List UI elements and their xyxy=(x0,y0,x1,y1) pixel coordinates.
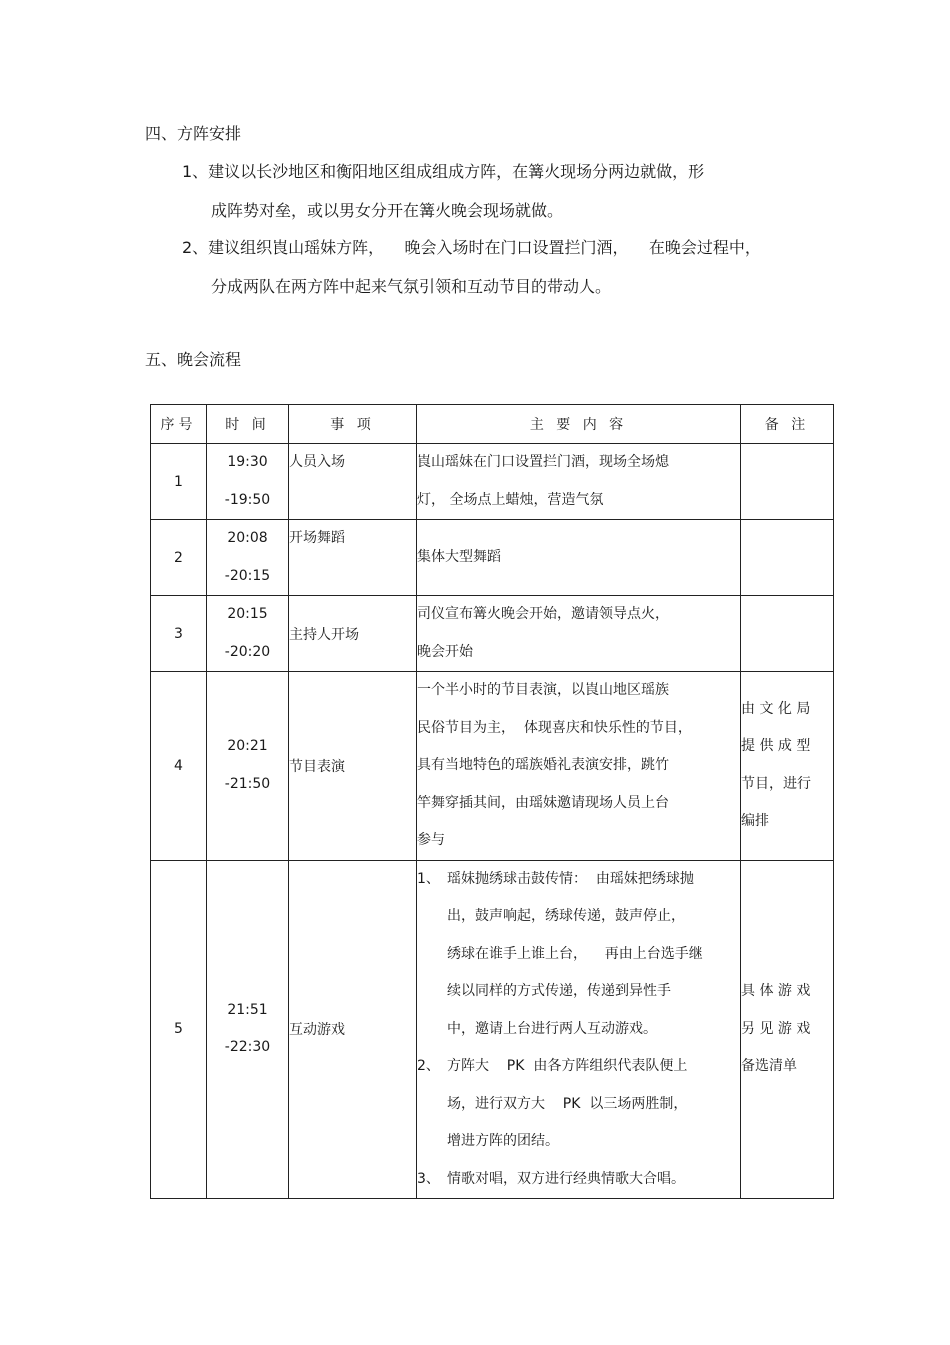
time-start: 20:08 xyxy=(227,530,268,546)
content-line: 参与 xyxy=(417,832,445,848)
row-content xyxy=(417,596,741,672)
remark-line: 编排 xyxy=(741,813,769,830)
row-content xyxy=(417,860,741,1199)
time-end: -19:50 xyxy=(224,491,271,508)
content-line: 出，鼓声响起，绣球传递，鼓声停止， xyxy=(447,908,685,924)
row-item xyxy=(289,520,417,596)
row-content xyxy=(417,444,741,520)
content-list-item-2 xyxy=(417,1048,740,1086)
header-remark: 备 注 xyxy=(741,405,834,444)
time-start: 19:30 xyxy=(227,454,268,470)
row-time xyxy=(207,520,289,596)
remark-line: 节目，进行 xyxy=(741,775,811,792)
content-line: 民俗节目为主， 体现喜庆和快乐性的节目， xyxy=(417,719,692,736)
arrangement-item-2-line-1: 2、建议组织崀山瑶妹方阵， 晚会入场时在门口设置拦门酒， 在晚会过程中， xyxy=(182,238,761,257)
row-time xyxy=(207,860,289,1199)
content-line: 一个半小时的节目表演，以崀山地区瑶族 xyxy=(417,682,669,698)
table-row xyxy=(151,444,834,520)
content-line: 情歌对唱，双方进行经典情歌大合唱。 xyxy=(447,1170,685,1187)
remark-line: 由 文 化 局 xyxy=(741,700,811,717)
header-number: 序号 xyxy=(151,405,207,444)
table-row xyxy=(151,520,834,596)
row-remark xyxy=(741,520,834,596)
section-four-heading: 四、方阵安排 xyxy=(145,124,242,143)
header-time: 时 间 xyxy=(207,405,289,444)
time-end: -20:15 xyxy=(224,567,271,584)
content-line: 灯， 全场点上蜡烛，营造气氛 xyxy=(417,491,604,508)
content-line: 续以同样的方式传递，传递到异性手 xyxy=(447,983,671,999)
content-line: 中，邀请上台进行两人互动游戏。 xyxy=(447,1020,657,1037)
arrangement-item-2-line-2: 分成两队在两方阵中起来气氛引领和互动节目的带动人。 xyxy=(211,277,612,296)
table-header-row xyxy=(151,405,834,444)
content-line: 集体大型舞蹈 xyxy=(417,548,501,565)
content-line: 场，进行双方大 PK 以三场两胜制， xyxy=(447,1095,688,1112)
remark-line: 备选清单 xyxy=(741,1058,797,1074)
header-item: 事 项 xyxy=(289,405,417,444)
remark-line: 提 供 成 型 xyxy=(741,738,811,755)
evening-flow-table xyxy=(150,404,834,1199)
row-remark xyxy=(741,444,834,520)
time-end: -20:20 xyxy=(224,643,271,660)
arrangement-item-1 xyxy=(182,162,704,240)
row-number: 1 xyxy=(151,444,207,520)
content-line: 方阵大 PK 由各方阵组织代表队便上 xyxy=(447,1058,688,1074)
list-marker: 3、 xyxy=(417,1170,440,1187)
time-start: 21:51 xyxy=(227,1001,268,1018)
row-number: 5 xyxy=(151,860,207,1199)
row-number: 3 xyxy=(151,596,207,672)
row-item: 互动游戏 xyxy=(289,860,417,1199)
row-item-label: 人员入场 xyxy=(289,454,345,470)
content-line: 瑶妹抛绣球击鼓传情： 由瑶妹把绣球抛 xyxy=(447,870,694,887)
content-line: 竿舞穿插其间，由瑶妹邀请现场人员上台 xyxy=(417,794,669,811)
row-time xyxy=(207,444,289,520)
arrangement-item-1-line-1: 1、建议以长沙地区和衡阳地区组成组成方阵，在篝火现场分两边就做，形 xyxy=(182,162,705,181)
arrangement-item-2 xyxy=(182,238,761,316)
row-item: 节目表演 xyxy=(289,672,417,861)
row-remark xyxy=(741,672,834,861)
row-content xyxy=(417,672,741,861)
header-content: 主 要 内 容 xyxy=(417,405,741,444)
row-number: 2 xyxy=(151,520,207,596)
section-five-heading: 五、晚会流程 xyxy=(145,350,242,369)
row-time xyxy=(207,596,289,672)
list-marker: 1、 xyxy=(417,870,440,887)
row-time xyxy=(207,672,289,861)
content-line: 具有当地特色的瑶族婚礼表演安排，跳竹 xyxy=(417,757,669,773)
content-line: 增进方阵的团结。 xyxy=(447,1133,559,1149)
content-line: 绣球在谁手上谁上台， 再由上台选手继 xyxy=(447,945,703,962)
content-line: 司仪宣布篝火晚会开始，邀请领导点火， xyxy=(417,606,669,622)
time-start: 20:15 xyxy=(227,606,268,622)
row-item: 主持人开场 xyxy=(289,596,417,672)
row-item-label: 开场舞蹈 xyxy=(289,530,345,546)
content-line: 晚会开始 xyxy=(417,643,473,660)
row-item xyxy=(289,444,417,520)
arrangement-item-1-line-2: 成阵势对垒，或以男女分开在篝火晚会现场就做。 xyxy=(211,201,564,220)
table-row xyxy=(151,596,834,672)
time-end: -22:30 xyxy=(224,1039,271,1056)
row-number: 4 xyxy=(151,672,207,861)
time-start: 20:21 xyxy=(227,738,268,755)
table-row xyxy=(151,672,834,861)
row-remark xyxy=(741,596,834,672)
row-remark xyxy=(741,860,834,1199)
content-list-item-1 xyxy=(417,861,740,899)
content-list-item-3 xyxy=(417,1161,740,1199)
time-end: -21:50 xyxy=(224,775,271,792)
remark-line: 另 见 游 戏 xyxy=(741,1020,811,1037)
row-content xyxy=(417,520,741,596)
list-marker: 2、 xyxy=(417,1058,440,1074)
remark-line: 具 体 游 戏 xyxy=(741,983,811,999)
table-row xyxy=(151,860,834,1199)
content-line: 崀山瑶妹在门口设置拦门酒，现场全场熄 xyxy=(417,454,669,470)
